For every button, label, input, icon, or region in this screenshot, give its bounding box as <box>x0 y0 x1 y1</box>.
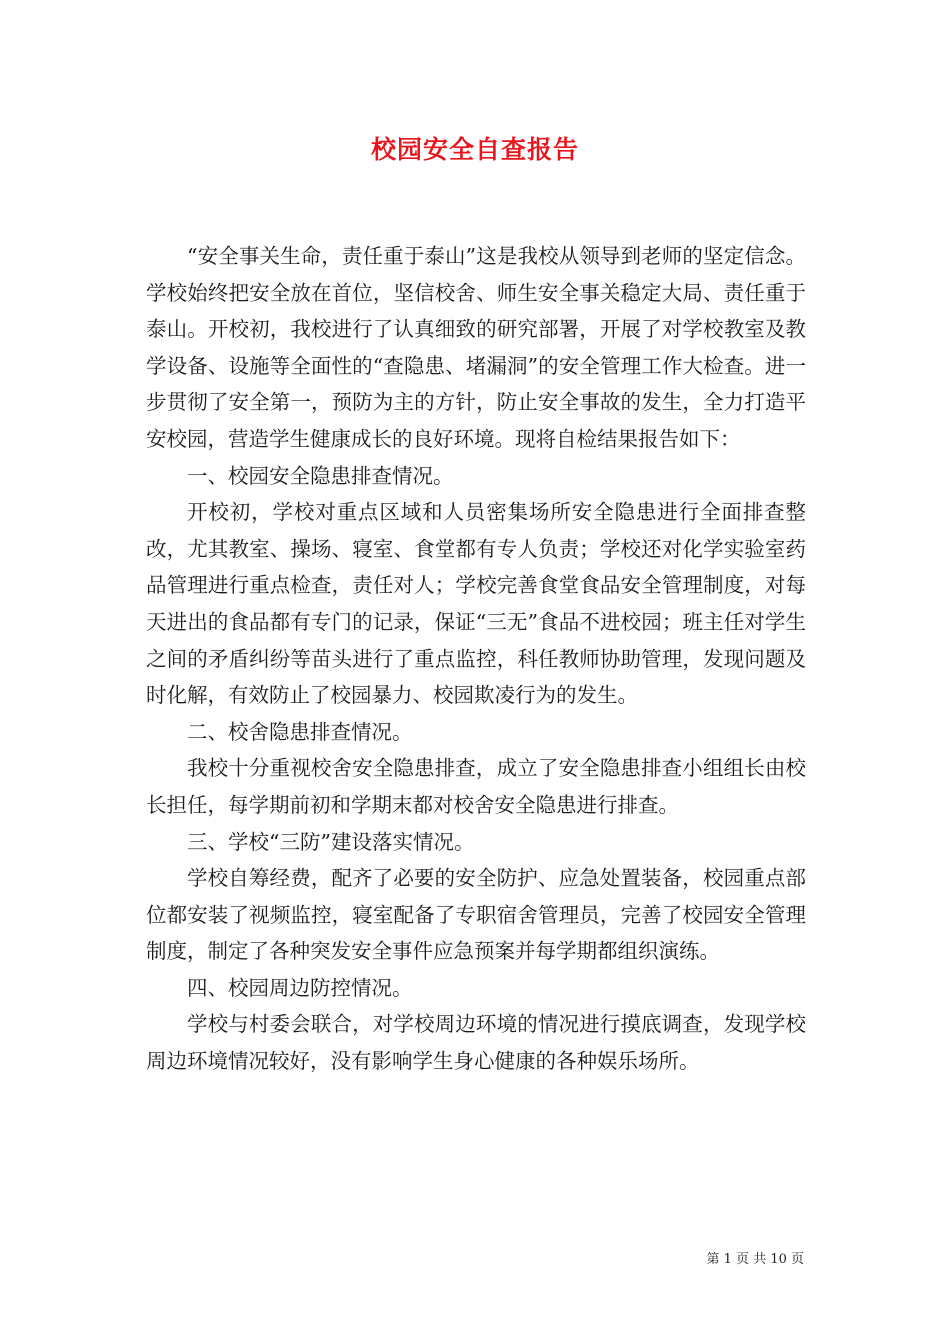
section-4-paragraph: 学校与村委会联合，对学校周边环境的情况进行摸底调查，发现学校周边环境情况较好，没有影响学生身心健康的各种娱乐场所。 <box>146 1012 806 1074</box>
page-number-footer: 第 1 页 共 10 页 <box>706 1252 804 1267</box>
section-3-paragraph: 学校自筹经费，配齐了必要的安全防护、应急处置装备，校园重点部位都安装了视频监控，寝室配备了专职宿舍管理员，完善了校园安全管理制度，制定了各种突发安全事件应急预案并每学期都组织演练。 <box>146 866 806 964</box>
section-heading-3: 三、学校“三防”建设落实情况。 <box>187 829 475 854</box>
section-2-paragraph: 我校十分重视校舍安全隐患排查，成立了安全隐患排查小组组长由校长担任，每学期前初和学期末都对校舍安全隐患进行排查。 <box>146 756 806 817</box>
document-title: 校园安全自查报告 <box>370 135 579 164</box>
section-heading-2: 二、校舍隐患排查情况。 <box>187 719 413 744</box>
section-heading-4: 四、校园周边防控情况。 <box>187 975 413 1000</box>
intro-paragraph: “安全事关生命，责任重于泰山”这是我校从领导到老师的坚定信念。学校始终把安全放在首位，坚信校舍、师生安全事关稳定大局、责任重于泰山。开校初，我校进行了认真细致的研究部署，开展了对学校教室及教学设备、设施等全面性的“查隐患、堵漏洞”的安全管理工作大检查。进一步贯彻了安全第一，预防为主的方针，防止安全事故的发生，全力打造平安校园，营造学生健康成长的良好环境。现将自检结果报告如下： <box>146 244 806 451</box>
section-heading-1: 一、校园安全隐患排查情况。 <box>187 463 454 488</box>
document-body <box>146 238 806 1080</box>
section-1-paragraph: 开校初，学校对重点区域和人员密集场所安全隐患进行全面排查整改，尤其教室、操场、寝室、食堂都有专人负责；学校还对化学实验室药品管理进行重点检查，责任对人；学校完善食堂食品安全管理制度，对每天进出的食品都有专门的记录，保证“三无”食品不进校园；班主任对学生之间的矛盾纠纷等苗头进行了重点监控，科任教师协助管理，发现问题及时化解，有效防止了校园暴力、校园欺凌行为的发生。 <box>146 500 806 708</box>
